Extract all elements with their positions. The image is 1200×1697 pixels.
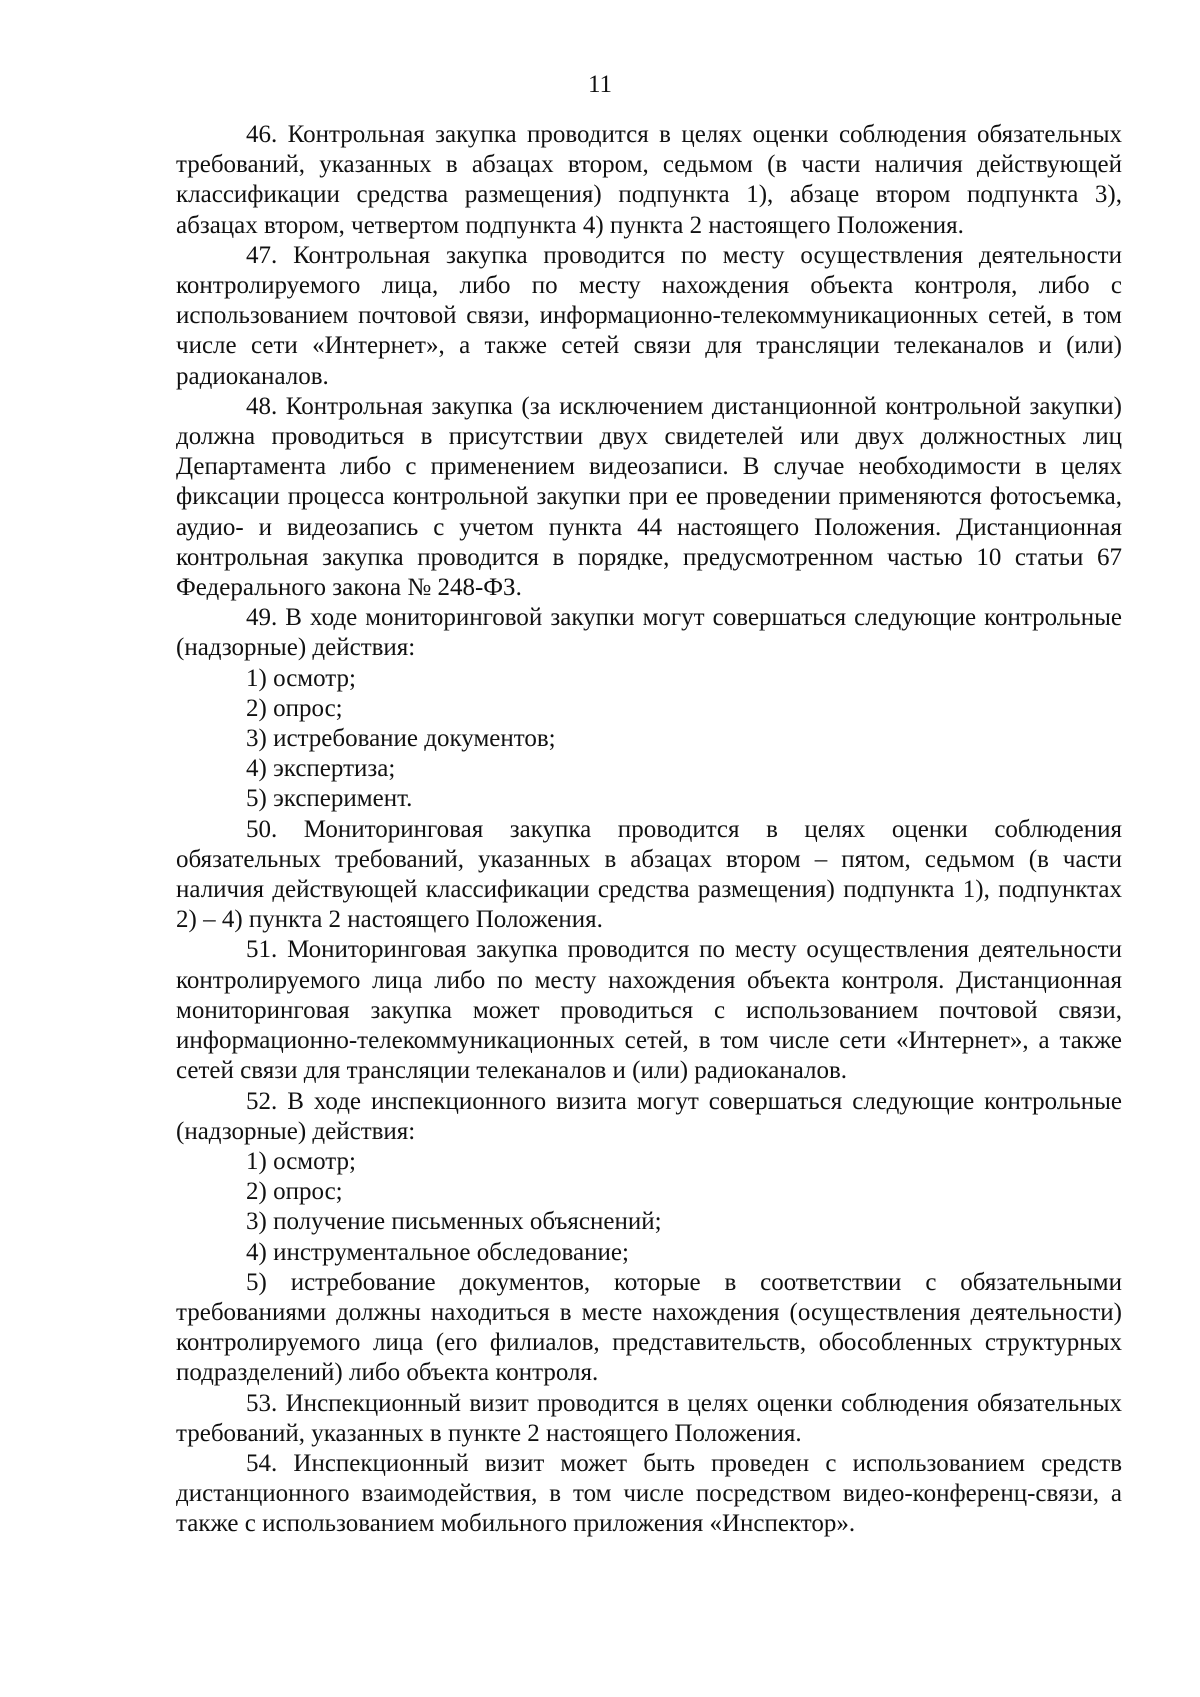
paragraph-53: 53. Инспекционный визит проводится в целях оценки соблюдения обязательных требований, указанных в пункте 2 настоящего Положения.: [176, 1389, 1122, 1447]
paragraph-50: 50. Мониторинговая закупка проводится в целях оценки соблюдения обязательных требований, указанных в абзацах втором – пятом, седьмом (в части наличия действующей классификации средства размещения) подпункта 1), подпунктах 2) – 4) пункта 2 настоящего Положения.: [176, 815, 1122, 934]
paragraph-48: 48. Контрольная закупка (за исключением дистанционной контрольной закупки) должна проводиться в присутствии двух свидетелей или двух должностных лиц Департамента либо с применением видеозаписи. В случае необходимости в целях фиксации процесса контрольной закупки при ее проведении применяются фотосъемка, аудио- и видеозапись с учетом пункта 44 настоящего Положения. Дистанционная контрольная закупка проводится в порядке, предусмотренном частью 10 статьи 67 Федерального закона № 248-ФЗ.: [176, 392, 1122, 602]
list-item: 1) осмотр;: [246, 664, 356, 692]
list-item: 1) осмотр;: [246, 1147, 356, 1175]
page-number: 11: [587, 71, 613, 98]
list-item: 3) истребование документов;: [246, 725, 556, 753]
paragraph-54: 54. Инспекционный визит может быть проведен с использованием средств дистанционного взаимодействия, в том числе посредством видео-конференц-связи, а также с использованием мобильного приложения «Инспектор».: [176, 1449, 1122, 1538]
paragraph-52: 52. В ходе инспекционного визита могут совершаться следующие контрольные (надзорные) действия:: [176, 1087, 1122, 1145]
document-body: [176, 120, 1122, 1540]
paragraph-51: 51. Мониторинговая закупка проводится по месту осуществления деятельности контролируемого лица либо по месту нахождения объекта контроля. Дистанционная мониторинговая закупка может проводиться с использованием почтовой связи, информационно-телекоммуникационных сетей, в том числе сети «Интернет», а также сетей связи для трансляции телеканалов и (или) радиоканалов.: [176, 936, 1122, 1085]
list-item: 5) эксперимент.: [246, 785, 413, 813]
paragraph-46: 46. Контрольная закупка проводится в целях оценки соблюдения обязательных требований, указанных в абзацах втором, седьмом (в части наличия действующей классификации средства размещения) подпункта 1), абзаце втором подпункта 3), абзацах втором, четвертом подпункта 4) пункта 2 настоящего Положения.: [176, 121, 1122, 239]
paragraph-47: 47. Контрольная закупка проводится по месту осуществления деятельности контролируемого лица, либо по месту нахождения объекта контроля, либо с использованием почтовой связи, информационно-телекоммуникационных сетей, в том числе сети «Интернет», а также сетей связи для трансляции телеканалов и (или) радиоканалов.: [176, 241, 1122, 390]
list-item: 4) инструментальное обследование;: [246, 1238, 629, 1266]
list-item: 4) экспертиза;: [246, 755, 396, 783]
list-item-5-long: 5) истребование документов, которые в соответствии с обязательными требованиями должны находиться в месте нахождения (осуществления деятельности) контролируемого лица (его филиалов, представительств, обособленных структурных подразделений) либо объекта контроля.: [176, 1268, 1122, 1387]
paragraph-49: 49. В ходе мониторинговой закупки могут совершаться следующие контрольные (надзорные) действия:: [176, 604, 1122, 662]
list-item: 2) опрос;: [246, 694, 343, 722]
list-item: 2) опрос;: [246, 1178, 343, 1206]
list-item: 3) получение письменных объяснений;: [246, 1208, 662, 1236]
